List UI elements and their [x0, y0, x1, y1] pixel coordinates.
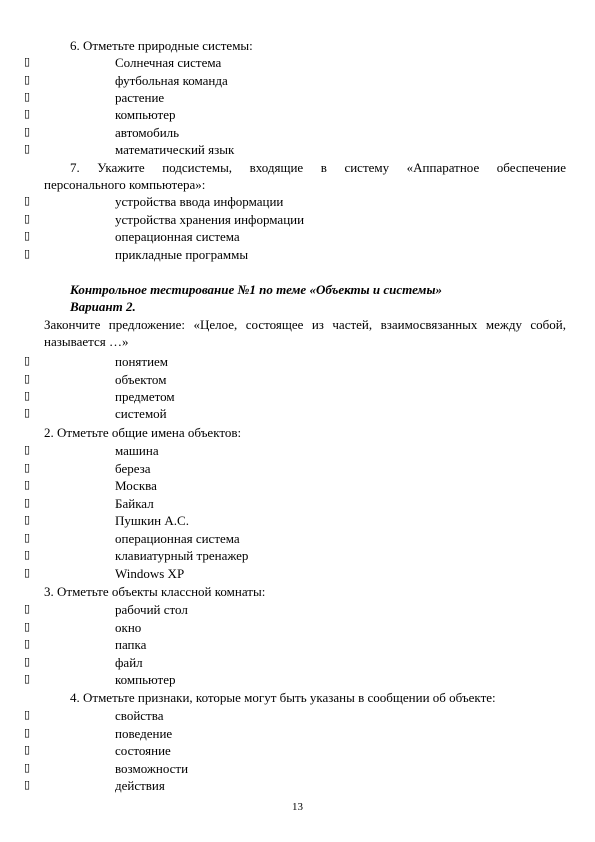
bullet-icon [24, 547, 30, 564]
page-number: 13 [292, 801, 303, 813]
bullet-icon [24, 141, 30, 158]
option-q1-2: объектом [115, 372, 167, 387]
option-q3-2: окно [115, 620, 142, 635]
bullet-icon [24, 246, 30, 263]
bullet-icon [24, 512, 30, 529]
option-q6-1: Солнечная система [115, 55, 222, 70]
option-q2-1: машина [115, 443, 159, 458]
bullet-icon [24, 388, 30, 405]
option-q2-7: клавиатурный тренажер [115, 548, 249, 563]
option-q6-5: автомобиль [115, 125, 180, 140]
option-q2-5: Пушкин А.С. [115, 513, 189, 528]
bullet-icon [24, 619, 30, 636]
option-q4-3: состояние [115, 743, 171, 758]
bullet-icon [24, 211, 30, 228]
option-q2-4: Байкал [115, 496, 154, 511]
question-4-title: 4. Отметьте признаки, которые могут быть указаны в сообщении об объекте: [70, 690, 496, 705]
option-q2-2: береза [115, 461, 151, 476]
question-1-line-1: Закончите предложение: «Целое, состоящее из частей, взаимосвязанных между собой, [44, 317, 566, 332]
question-7-line-1: 7. Укажите подсистемы, входящие в систему «Аппаратное обеспечение [70, 160, 566, 175]
question-1-line-2: называется …» [44, 334, 129, 349]
bullet-icon [24, 371, 30, 388]
option-q1-3: предметом [115, 389, 175, 404]
option-q7-4: прикладные программы [115, 247, 249, 262]
option-q3-5: компьютер [115, 672, 176, 687]
bullet-icon [24, 228, 30, 245]
option-q4-2: поведение [115, 726, 173, 741]
option-q1-1: понятием [115, 354, 169, 369]
bullet-icon [24, 54, 30, 71]
bullet-icon [24, 742, 30, 759]
option-q3-1: рабочий стол [115, 602, 188, 617]
bullet-icon [24, 671, 30, 688]
option-q3-3: папка [115, 637, 147, 652]
bullet-icon [24, 495, 30, 512]
bullet-icon [24, 725, 30, 742]
bullet-icon [24, 477, 30, 494]
bullet-icon [24, 565, 30, 582]
question-2-title: 2. Отметьте общие имена объектов: [44, 425, 242, 440]
bullet-icon [24, 601, 30, 618]
option-q6-6: математический язык [115, 142, 235, 157]
option-q2-6: операционная система [115, 531, 240, 546]
option-q6-3: растение [115, 90, 165, 105]
bullet-icon [24, 72, 30, 89]
option-q4-5: действия [115, 778, 165, 793]
option-q3-4: файл [115, 655, 143, 670]
option-q6-4: компьютер [115, 107, 176, 122]
bullet-icon [24, 636, 30, 653]
bullet-icon [24, 460, 30, 477]
bullet-icon [24, 353, 30, 370]
bullet-icon [24, 707, 30, 724]
option-q7-2: устройства хранения информации [115, 212, 305, 227]
bullet-icon [24, 89, 30, 106]
bullet-icon [24, 193, 30, 210]
option-q7-1: устройства ввода информации [115, 194, 284, 209]
bullet-icon [24, 760, 30, 777]
option-q2-8: Windows XP [115, 566, 185, 581]
question-6-title: 6. Отметьте природные системы: [70, 38, 253, 53]
bullet-icon [24, 405, 30, 422]
bullet-icon [24, 124, 30, 141]
bullet-icon [24, 106, 30, 123]
bullet-icon [24, 442, 30, 459]
option-q4-1: свойства [115, 708, 164, 723]
option-q6-2: футбольная команда [115, 73, 228, 88]
variant-label: Вариант 2. [70, 299, 136, 314]
bullet-icon [24, 777, 30, 794]
test-heading: Контрольное тестирование №1 по теме «Объекты и системы» [70, 282, 442, 297]
bullet-icon [24, 530, 30, 547]
option-q1-4: системой [115, 406, 167, 421]
question-7-line-2: персонального компьютера»: [44, 177, 206, 192]
option-q4-4: возможности [115, 761, 189, 776]
option-q2-3: Москва [115, 478, 157, 493]
bullet-icon [24, 654, 30, 671]
question-3-title: 3. Отметьте объекты классной комнаты: [44, 584, 266, 599]
option-q7-3: операционная система [115, 229, 240, 244]
